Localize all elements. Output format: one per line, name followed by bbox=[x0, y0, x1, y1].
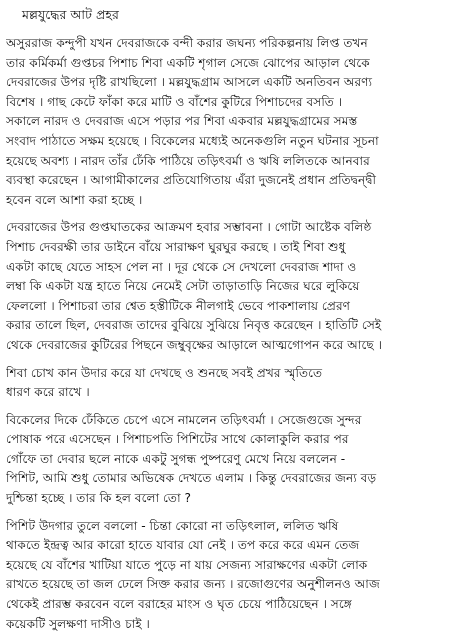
text-line: হয়েছে যে বাঁশের খাটিয়া যাতে পুড়ে না যায় সেজন্য সারাক্ষণের একটা লোক bbox=[6, 557, 368, 572]
paragraph-4 bbox=[6, 411, 450, 509]
text-line: রাখতে হয়েছে তা জল ঢেলে সিক্ত করার জন্য । রজোগুণের অনুশীলনও আজ bbox=[6, 577, 380, 592]
paragraph-3 bbox=[6, 364, 450, 403]
paragraph-2 bbox=[6, 218, 450, 355]
text-line: কয়েকটি সুলক্ষণা দাসীও চাই । bbox=[6, 616, 150, 631]
paragraph-5 bbox=[6, 517, 450, 634]
paragraph-1 bbox=[6, 34, 450, 210]
text-line: ব্যবস্থা করেছেন । আগামীকালের প্রতিযোগিতায় এঁরা দুজনেই প্রধান প্রতিদ্বন্দ্বী bbox=[6, 173, 377, 188]
text-line: দেবরাজের উপর দৃষ্টি রাখছিলো । মল্লযুদ্ধগ্রাম আসলে একটি অনতিবন অরণ্য bbox=[6, 75, 373, 90]
text-line: দেবরাজের উপর গুপ্তঘাতকের আক্রমণ হবার সম্ভাবনা । গোটা আষ্টেক বলিষ্ঠ bbox=[6, 220, 372, 235]
text-line: সংবাদ পাঠাতে সক্ষম হয়েছে । বিকেলের মধ্যেই অনেকগুলি নতুন ঘটনার সূচনা bbox=[6, 133, 379, 148]
text-line: অসুররাজ কন্দুপী যখন দেবরাজকে বন্দী করার জঘন্য পরিকল্পনায় লিপ্ত তখন bbox=[6, 36, 368, 50]
text-line: ফেললো । পিশাচরা তার শ্বেত হস্তীটিকে নীলগাই ভেবে পাকশালায় প্রেরণ bbox=[6, 298, 351, 313]
text-line: পিশিট, আমি শুধু তোমার অভিষেক দেখতে এলাম । কিন্তু দেবরাজের জন্য বড় bbox=[6, 471, 377, 486]
text-line: থাকতে ইন্দ্রত্ব আর কারো হাতে যাবার যো নেই । তপ করে করে এমন তেজ bbox=[6, 538, 360, 553]
text-line: হয়েছে অবশ্য । নারদ তাঁর ঢেঁকি পাঠিয়ে তড়িৎবর্মা ও ঋষি ললিতকে আনবার bbox=[6, 153, 370, 168]
text-line: একটা কাছে যেতে সাহস পেল না । দূর থেকে সে দেখলো দেবরাজ শাদা ও bbox=[6, 259, 357, 274]
text-line: তার কর্মিকর্মা গুপ্তচর পিশাচ শিবা একটি শৃগাল সেজে ঝোপের আড়াল থেকে bbox=[6, 55, 370, 70]
text-line: শিবা চোখ কান উদার করে যা দেখছে ও শুনছে সবই প্রখর স্মৃতিতে bbox=[6, 365, 323, 380]
text-line: লম্বা কি একটা যন্ত্র হাতে নিয়ে নেমেই সেটা তাড়াতাড়ি নিজের ঘরে লুকিয়ে bbox=[6, 279, 360, 294]
text-line: করার তালে ছিল, দেবরাজ তাদের বুঝিয়ে সুঝিয়ে নিবৃত্ত করেছেন । হাতিটি সেই bbox=[6, 318, 382, 333]
text-line: বিশেষ । গাছ কেটে ফাঁকা করে মাটি ও বাঁশের কুটিরে পিশাচদের বসতি । bbox=[6, 94, 343, 109]
text-line: থেকে দেবরাজের কুটিরের পিছনে জম্বুবৃক্ষের আড়ালে আত্মগোপন করে আছে । bbox=[6, 337, 382, 352]
text-line: পোষাক পরে এসেছেন । পিশাচপতি পিশিটের সাথে কোলাকুলি করার পর bbox=[6, 432, 349, 447]
text-line: পিশাচ দেবরক্ষী তার ডাইনে বাঁয়ে সারাক্ষণ ঘুরঘুর করছে । তাই শিবা শুধু bbox=[6, 239, 346, 254]
document-title: মল্লযুদ্ধের আট প্রহর bbox=[22, 7, 119, 22]
text-line: ধারণ করে রাখে । bbox=[6, 385, 90, 400]
text-line: দুশ্চিন্তা হচ্ছে । তার কি হল বলো তো ? bbox=[6, 491, 191, 506]
text-line: সকালে নারদ ও দেবরাজ এসে পড়ার পর শিবা একবার মল্লযুদ্ধগ্রামের সমস্ত bbox=[6, 114, 358, 129]
text-line: হবেন বলে আশা করা হচ্ছে । bbox=[6, 192, 143, 207]
text-line: থেকেই প্রারম্ভ করবেন বলে বরাহের মাংস ও ঘৃত চেয়ে পাঠিয়েছেন । সঙ্গে bbox=[6, 597, 352, 612]
text-line: পিশিট উদগার তুলে বললো - চিন্তা কোরো না তড়িৎলাল, ললিত ঋষি bbox=[6, 518, 339, 533]
text-line: বিকেলের দিকে ঢেঁকিতে চেপে এসে নামলেন তড়িৎবর্মা । সেজেগুজে সুন্দর bbox=[6, 412, 362, 427]
text-line: গোঁফে তা দেবার ছলে নাকে একটু সুগন্ধ পুষ্পরেণু মেখে নিয়ে বললেন - bbox=[6, 451, 346, 466]
